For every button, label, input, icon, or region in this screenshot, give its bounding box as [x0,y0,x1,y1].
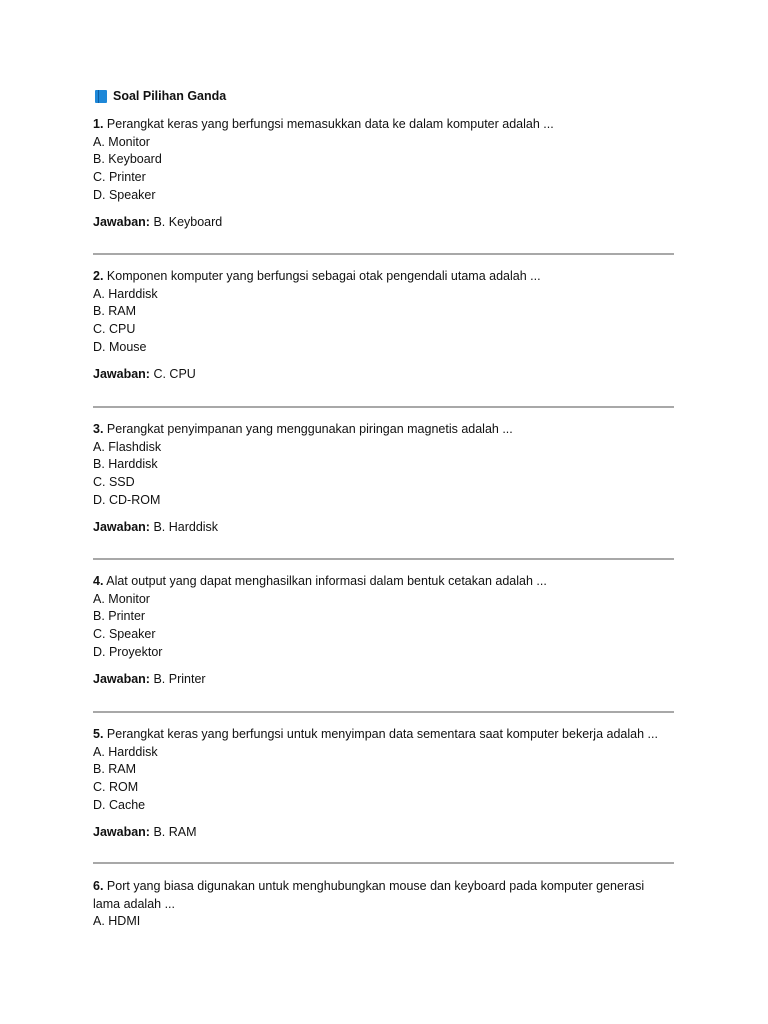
answer-value: B. RAM [153,824,197,839]
option-list [93,913,665,931]
option-b: B. Harddisk [93,457,158,472]
option-b: B. RAM [93,304,137,319]
option-a: A. Monitor [93,134,150,149]
option-c: C. ROM [93,780,139,795]
question-stem [93,573,683,591]
divider [93,711,674,713]
option-list [93,134,683,205]
question-number: 1. [93,117,104,131]
answer-line [93,824,683,842]
answer-label: Jawaban: [93,824,150,839]
section-title: Soal Pilihan Ganda [113,89,227,103]
divider [93,253,674,255]
question-text: Komponen komputer yang berfungsi sebagai otak pengendali utama adalah ... [106,269,541,283]
answer-value: B. Printer [153,671,206,686]
divider [93,558,674,560]
question-stem [93,878,665,913]
question-stem [93,268,683,286]
answer-value: B. Keyboard [153,214,223,229]
question-number: 6. [93,879,104,893]
question-3 [93,421,683,536]
section-heading [95,89,226,103]
option-a: A. Flashdisk [93,439,162,454]
answer-value: C. CPU [153,366,196,381]
answer-label: Jawaban: [93,366,150,381]
option-b: B. Printer [93,609,146,624]
question-1 [93,116,683,231]
option-a: A. Harddisk [93,286,158,301]
question-text: Perangkat keras yang berfungsi untuk menyimpan data sementara saat komputer bekerja adalah ... [106,727,658,741]
option-c: C. CPU [93,322,136,337]
divider [93,862,674,864]
divider [93,406,674,408]
option-b: B. Keyboard [93,152,162,167]
answer-line [93,214,683,232]
question-text: Alat output yang dapat menghasilkan informasi dalam bentuk cetakan adalah ... [106,574,547,588]
option-d: D. Proyektor [93,644,163,659]
question-6 [93,878,665,931]
question-number: 2. [93,269,104,283]
question-text: Port yang biasa digunakan untuk menghubungkan mouse dan keyboard pada komputer generasi lama adalah ... [93,879,645,911]
option-b: B. RAM [93,762,137,777]
answer-label: Jawaban: [93,519,150,534]
option-list [93,286,683,357]
answer-line [93,671,683,689]
question-number: 3. [93,422,104,436]
question-stem [93,726,683,744]
option-d: D. Cache [93,797,146,812]
option-list [93,591,683,662]
question-4 [93,573,683,688]
option-c: C. Speaker [93,627,156,642]
answer-line [93,366,683,384]
answer-value: B. Harddisk [153,519,219,534]
option-a: A. HDMI [93,914,141,929]
option-list [93,744,683,815]
book-icon [95,90,107,103]
question-text: Perangkat keras yang berfungsi memasukkan data ke dalam komputer adalah ... [106,117,554,131]
question-2 [93,268,683,383]
answer-label: Jawaban: [93,214,150,229]
question-number: 4. [93,574,104,588]
option-a: A. Monitor [93,591,150,606]
question-stem [93,116,683,134]
question-5 [93,726,683,841]
option-a: A. Harddisk [93,744,158,759]
option-c: C. Printer [93,170,146,185]
option-d: D. Mouse [93,339,147,354]
option-list [93,439,683,510]
question-stem [93,421,683,439]
option-c: C. SSD [93,475,135,490]
answer-label: Jawaban: [93,671,150,686]
question-text: Perangkat penyimpanan yang menggunakan piringan magnetis adalah ... [106,422,513,436]
answer-line [93,519,683,537]
option-d: D. CD-ROM [93,492,161,507]
option-d: D. Speaker [93,187,156,202]
question-number: 5. [93,727,104,741]
